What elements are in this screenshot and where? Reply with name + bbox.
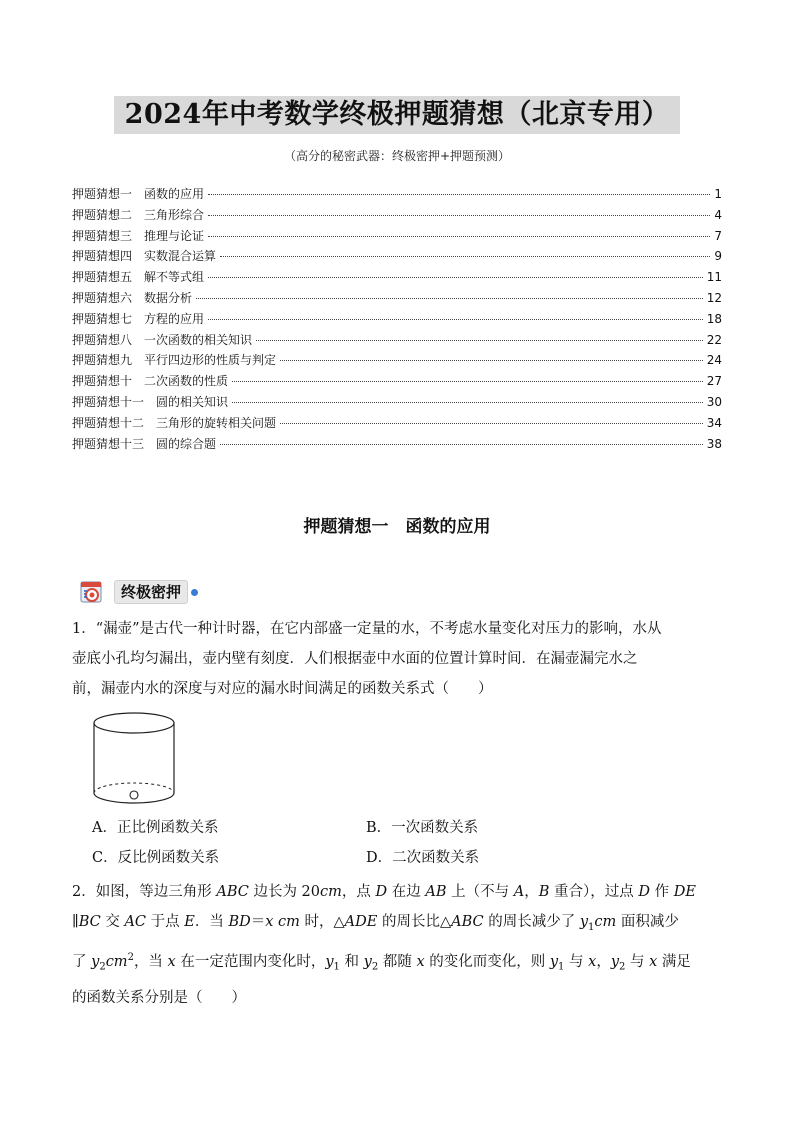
toc-entry-label: 押题猜想七 (72, 311, 133, 326)
toc-entry-label: 押题猜想四 (72, 249, 133, 264)
toc-leader-dots (220, 444, 703, 445)
page-subtitle: （高分的秘密武器：终极密押+押题预测） (283, 149, 511, 163)
toc-entry[interactable] (72, 351, 722, 372)
toc-leader-dots (232, 402, 703, 403)
toc-leader-dots (208, 194, 710, 195)
toc-entry[interactable] (72, 227, 722, 248)
toc-entry-title: 圆的相关知识 (156, 394, 229, 409)
question-2-line: 了 $y_2cm^2$，当 x 在一定范围内变化时，$y_1$ 和 $y_2$ 都随 x 的变化而变化，则 $y_1$ 与 x，$y_2$ 与 x 满足 (72, 951, 691, 973)
question-2 (72, 877, 724, 1013)
title-banner (114, 96, 680, 134)
question-1 (72, 614, 724, 704)
toc-leader-dots (280, 360, 703, 361)
toc-entry-page: 30 (706, 394, 722, 409)
toc-entry[interactable] (72, 414, 722, 435)
toc-entry[interactable] (72, 247, 722, 268)
badge-label: 终极密押 (114, 580, 188, 604)
toc-leader-dots (232, 381, 703, 382)
toc-entry-label: 押题猜想六 (72, 290, 133, 305)
toc-leader-dots (256, 340, 703, 341)
toc-entry-title: 推理与论证 (144, 228, 205, 243)
toc-leader-dots (208, 319, 703, 320)
toc-entry-label: 押题猜想十二 (72, 415, 145, 430)
question-1-line: 1．“漏壶”是古代一种计时器，在它内部盛一定量的水，不考虑水量变化对压力的影响，水从 (72, 621, 662, 637)
page-title: 2024年中考数学终极押题猜想（北京专用） (124, 99, 670, 130)
toc-entry[interactable] (72, 435, 722, 456)
section-badge (80, 578, 198, 606)
toc-entry-title: 方程的应用 (144, 311, 205, 326)
toc-entry-label: 押题猜想十 (72, 374, 133, 389)
toc-entry-title: 函数的应用 (144, 187, 205, 201)
toc-entry[interactable] (72, 372, 722, 393)
toc-entry-page: 27 (706, 374, 722, 389)
toc-entry[interactable] (72, 310, 722, 331)
toc-entry-label: 押题猜想十三 (72, 436, 145, 451)
toc-entry-title: 平行四边形的性质与判定 (144, 353, 277, 368)
toc-entry-label: 押题猜想九 (72, 353, 133, 368)
toc-entry-label: 押题猜想二 (72, 207, 133, 222)
toc-entry-title: 解不等式组 (144, 270, 205, 285)
toc-entry[interactable] (72, 289, 722, 310)
toc-entry-page: 22 (706, 332, 722, 347)
toc-entry[interactable] (72, 331, 722, 352)
toc-entry-label: 押题猜想一 (72, 187, 133, 201)
toc-leader-dots (280, 423, 703, 424)
toc-entry-page: 34 (706, 415, 722, 430)
target-icon (80, 579, 112, 605)
toc-entry-page: 12 (706, 290, 722, 305)
toc-leader-dots (208, 236, 710, 237)
question-2-line: 的函数关系分别是（ ） (72, 989, 246, 1006)
toc-entry-page: 38 (706, 436, 722, 451)
toc-entry-page: 11 (706, 270, 722, 285)
toc-entry[interactable] (72, 185, 722, 206)
section-heading: 押题猜想一 函数的应用 (303, 517, 491, 537)
toc-leader-dots (196, 298, 703, 299)
toc-entry-page: 18 (706, 311, 722, 326)
question-2-line: 2．如图，等边三角形 ABC 边长为 20cm，点 D 在边 AB 上（不与 A，B 重合），过点 D 作 DE (72, 884, 696, 900)
toc-entry-title: 数据分析 (144, 290, 193, 305)
toc-entry-page: 1 (714, 187, 722, 201)
toc-entry-label: 押题猜想十一 (72, 394, 145, 409)
toc-entry[interactable] (72, 268, 722, 289)
toc-entry-title: 一次函数的相关知识 (144, 332, 253, 347)
toc-entry-label: 押题猜想八 (72, 332, 133, 347)
question-1-line: 壶底小孔均匀漏出，壶内壁有刻度．人们根据壶中水面的位置计算时间．在漏壶漏完水之 (72, 651, 638, 667)
toc-entry[interactable] (72, 393, 722, 414)
toc-entry-title: 三角形的旋转相关问题 (156, 415, 277, 430)
toc-entry-page: 7 (714, 228, 722, 243)
cylinder-figure (88, 708, 184, 808)
choice-c[interactable]: C．反比例函数关系 (92, 850, 220, 866)
toc-entry-page: 4 (714, 207, 722, 222)
question-1-line: 前，漏壶内水的深度与对应的漏水时间满足的函数关系式（ ） (72, 681, 493, 697)
dot-icon (191, 589, 198, 596)
choice-b[interactable]: B．一次函数关系 (366, 820, 479, 836)
toc-entry[interactable] (72, 206, 722, 227)
toc-entry-page: 9 (714, 249, 722, 264)
toc-entry-page: 24 (706, 353, 722, 368)
choice-a[interactable]: A．正比例函数关系 (92, 820, 219, 836)
toc-entry-label: 押题猜想三 (72, 228, 133, 243)
toc-entry-title: 实数混合运算 (144, 249, 217, 264)
table-of-contents (72, 185, 722, 455)
toc-leader-dots (208, 277, 703, 278)
toc-entry-title: 二次函数的性质 (144, 374, 229, 389)
toc-leader-dots (208, 215, 710, 216)
toc-entry-title: 三角形综合 (144, 207, 205, 222)
toc-entry-label: 押题猜想五 (72, 270, 133, 285)
choice-d[interactable]: D．二次函数关系 (366, 850, 480, 866)
toc-entry-title: 圆的综合题 (156, 436, 217, 451)
question-2-line: ∥BC 交 AC 于点 E．当 BD＝x cm 时，△ADE 的周长比△ABC 的周长减少了 $y_1cm$ 面积减少 (72, 914, 679, 933)
toc-leader-dots (220, 256, 710, 257)
